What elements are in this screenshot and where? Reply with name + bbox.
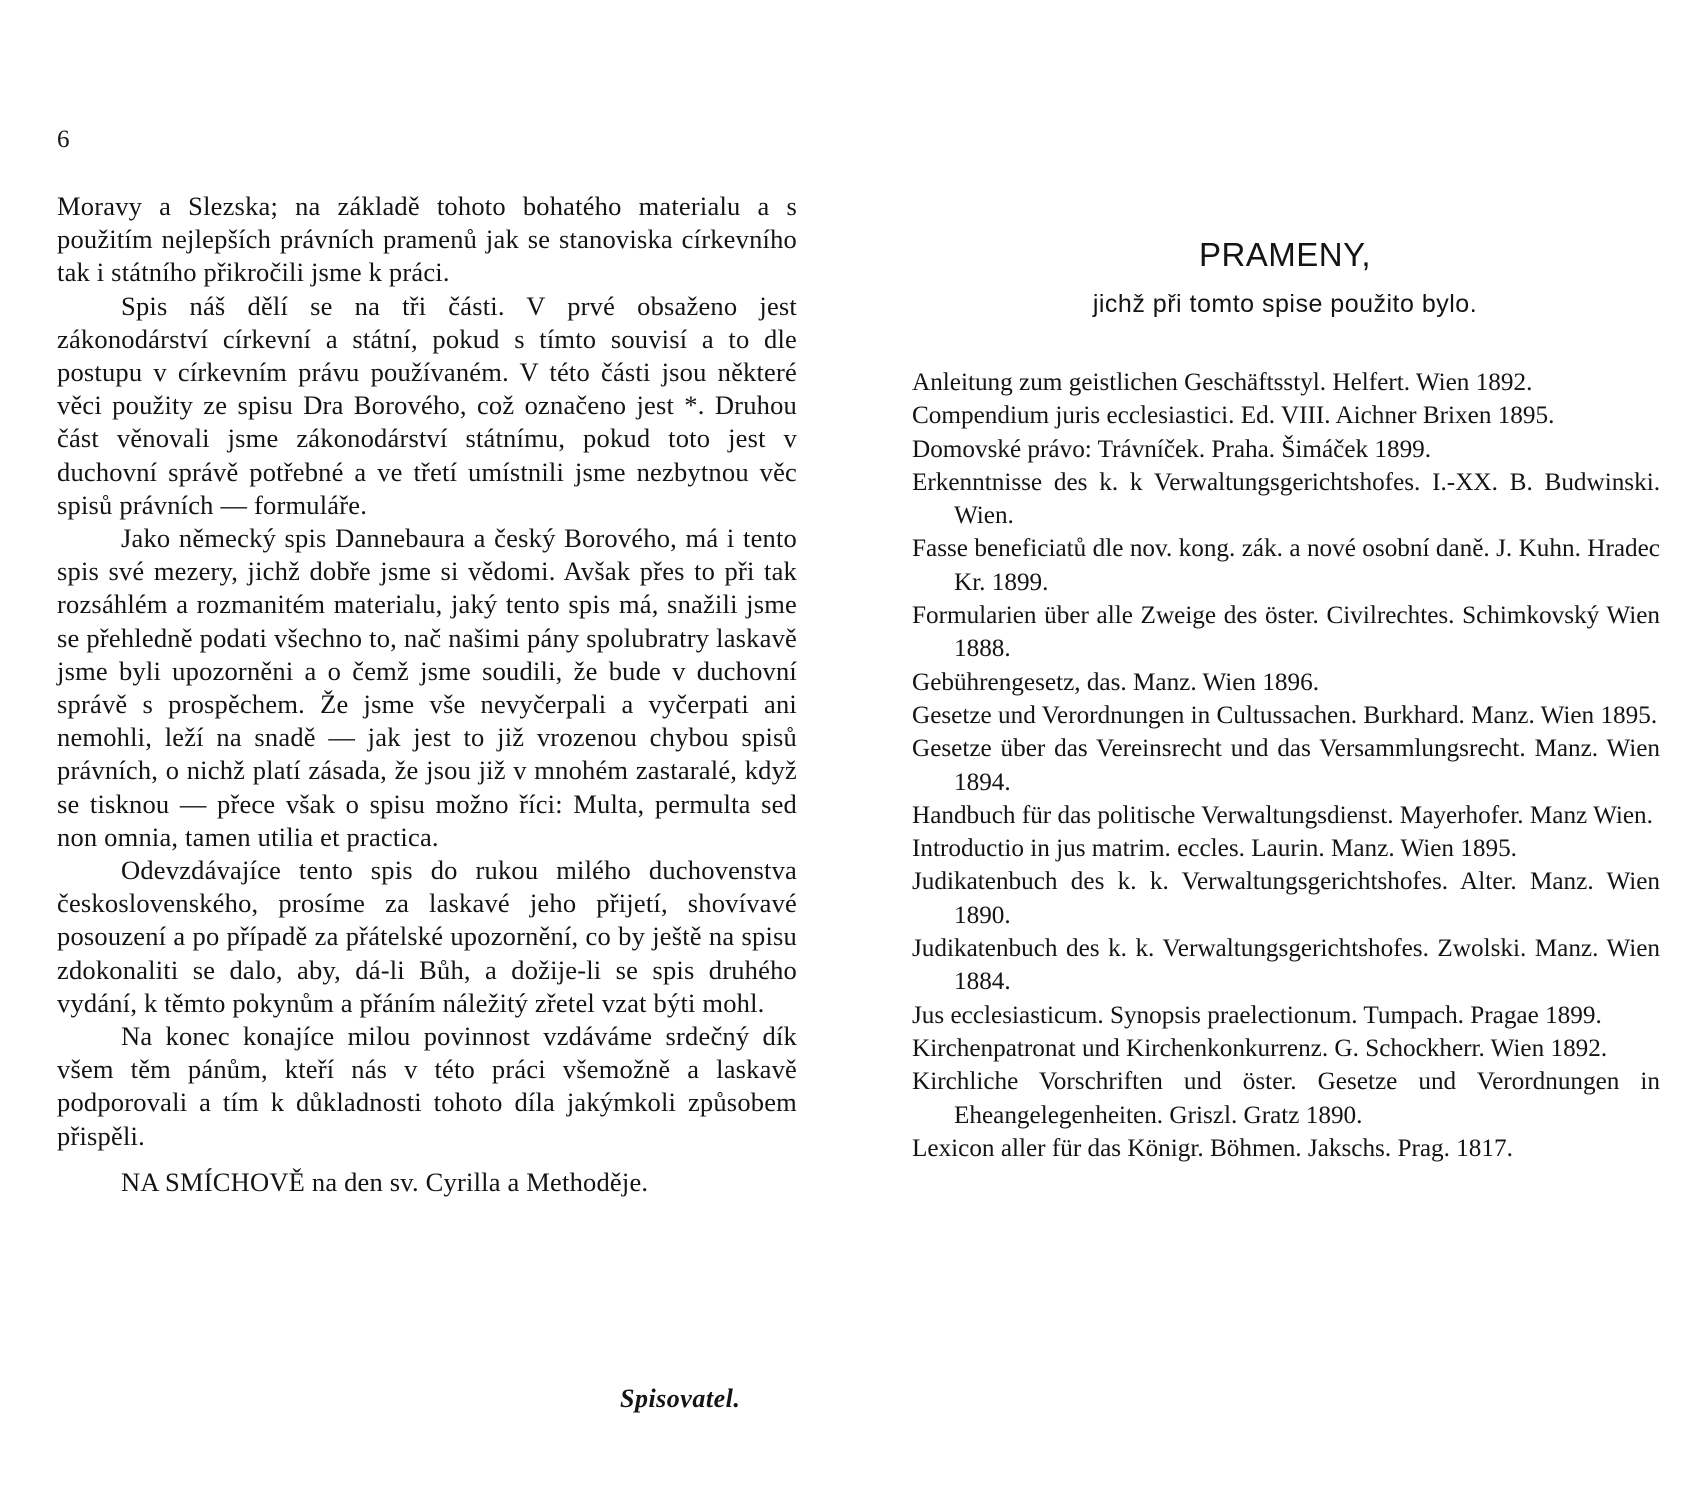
sources-title: PRAMENY, bbox=[1198, 236, 1372, 273]
source-entry: Gesetze über das Vereinsrecht und das Versammlungsrecht. Manz. Wien 1894. bbox=[912, 735, 1660, 796]
source-entry: Lexicon aller für das Königr. Böhmen. Jakschs. Prag. 1817. bbox=[912, 1134, 1513, 1162]
source-entry: Kirchenpatronat und Kirchenkonkurrenz. G. Schockherr. Wien 1892. bbox=[912, 1034, 1608, 1062]
source-entry: Gesetze und Verordnungen in Cultussachen. Burkhard. Manz. Wien 1895. bbox=[912, 701, 1658, 729]
source-entry: Anleitung zum geistlichen Geschäftsstyl. Helfert. Wien 1892. bbox=[912, 369, 1533, 396]
place-date-line: NA SMÍCHOVĚ na den sv. Cyrilla a Methoděje. bbox=[121, 1166, 649, 1197]
source-entry: Kirchliche Vorschriften und öster. Gesetze und Verordnungen in Eheangelegenheiten. Griszl. Gratz 1890. bbox=[912, 1068, 1660, 1129]
page-number: 6 bbox=[57, 126, 70, 153]
source-entry: Fasse beneficiatů dle nov. kong. zák. a nové osobní daně. J. Kuhn. Hradec Kr. 1899. bbox=[912, 535, 1660, 596]
preface-paragraph: Jako německý spis Dannebaura a český Borového, má i tento spis své mezery, jichž dobře jsme si vědomi. Avšak přes to při tak rozsáhlém a rozmanitém materialu, jaký tento spis má, snažili jsme se přehledně podati všechno to, nač našimi pány spolubratry laskavě jsme byli upozorněni a o čemž jsme soudili, že bude v duchovní správě s prospěchem. Že jsme vše nevyčerpali a vyčerpati ani nemohli, leží na snadě — jak jest to již vrozenou chybou spisů právních, o nichž platí zásada, že jsou již v mnohém zastaralé, když se tisknou — přece však o spisu možno říci: Multa, permulta sed non omnia, tamen utilia et practica. bbox=[57, 523, 797, 852]
preface-text bbox=[57, 190, 797, 1199]
author-signature: Spisovatel. bbox=[620, 1384, 741, 1413]
sources-header bbox=[905, 234, 1665, 320]
source-entry: Gebührengesetz, das. Manz. Wien 1896. bbox=[912, 668, 1319, 696]
preface-paragraph: Spis náš dělí se na tři části. V prvé obsaženo jest zákonodárství církevní a státní, pokud s tímto souvisí a to dle postupu v církevním právu používaném. V této části jsou některé věci použity ze spisu Dra Borového, což označeno jest *. Druhou část věnovali jsme zákonodárství státnímu, pokud toto jest v duchovní správě potřebné a ve třetí umístnili jsme nezbytnou věc spisů právních — formuláře. bbox=[57, 290, 797, 520]
preface-paragraph: Na konec konajíce milou povinnost vzdáváme srdečný dík všem těm pánům, kteří nás v této práci všemožně a laskavě podporovali a tím k důkladnosti tohoto díla jakýmkoli způsobem přispěli. bbox=[57, 1021, 797, 1151]
source-entry: Compendium juris ecclesiastici. Ed. VIII. Aichner Brixen 1895. bbox=[912, 402, 1555, 430]
source-entry: Handbuch für das politische Verwaltungsdienst. Mayerhofer. Manz Wien. bbox=[912, 801, 1653, 829]
source-entry: Domovské právo: Trávníček. Praha. Šimáček 1899. bbox=[912, 435, 1432, 463]
preface-paragraph: Odevzdávajíce tento spis do rukou milého duchovenstva československého, prosíme za laskavé jeho přijetí, shovívavé posouzení a po případě za přátelské upozornění, co by ještě na spisu zdokonaliti se dalo, aby, dá-li Bůh, a dožije-li se spis druhého vydání, k těmto pokynům a přáním náležitý zřetel vzat býti mohl. bbox=[57, 855, 797, 1018]
sources-list bbox=[912, 366, 1660, 1165]
source-entry: Erkenntnisse des k. k Verwaltungsgerichtshofes. I.-XX. B. Budwinski. Wien. bbox=[912, 468, 1660, 530]
sources-subtitle: jichž při tomto spise použito bylo. bbox=[1092, 290, 1478, 318]
preface-paragraph: Moravy a Slezska; na základě tohoto bohatého materialu a s použitím nejlepších právních pramenů jak se stanoviska církevního tak i státního přikročili jsme k práci. bbox=[57, 191, 797, 288]
source-entry: Introductio in jus matrim. eccles. Laurin. Manz. Wien 1895. bbox=[912, 835, 1517, 863]
source-entry: Judikatenbuch des k. k. Verwaltungsgerichtshofes. Zwolski. Manz. Wien 1884. bbox=[912, 935, 1660, 996]
source-entry: Judikatenbuch des k. k. Verwaltungsgerichtshofes. Alter. Manz. Wien 1890. bbox=[912, 868, 1660, 929]
source-entry: Jus ecclesiasticum. Synopsis praelectionum. Tumpach. Pragae 1899. bbox=[912, 1001, 1602, 1029]
source-entry: Formularien über alle Zweige des öster. Civilrechtes. Schimkovský Wien 1888. bbox=[912, 602, 1660, 663]
